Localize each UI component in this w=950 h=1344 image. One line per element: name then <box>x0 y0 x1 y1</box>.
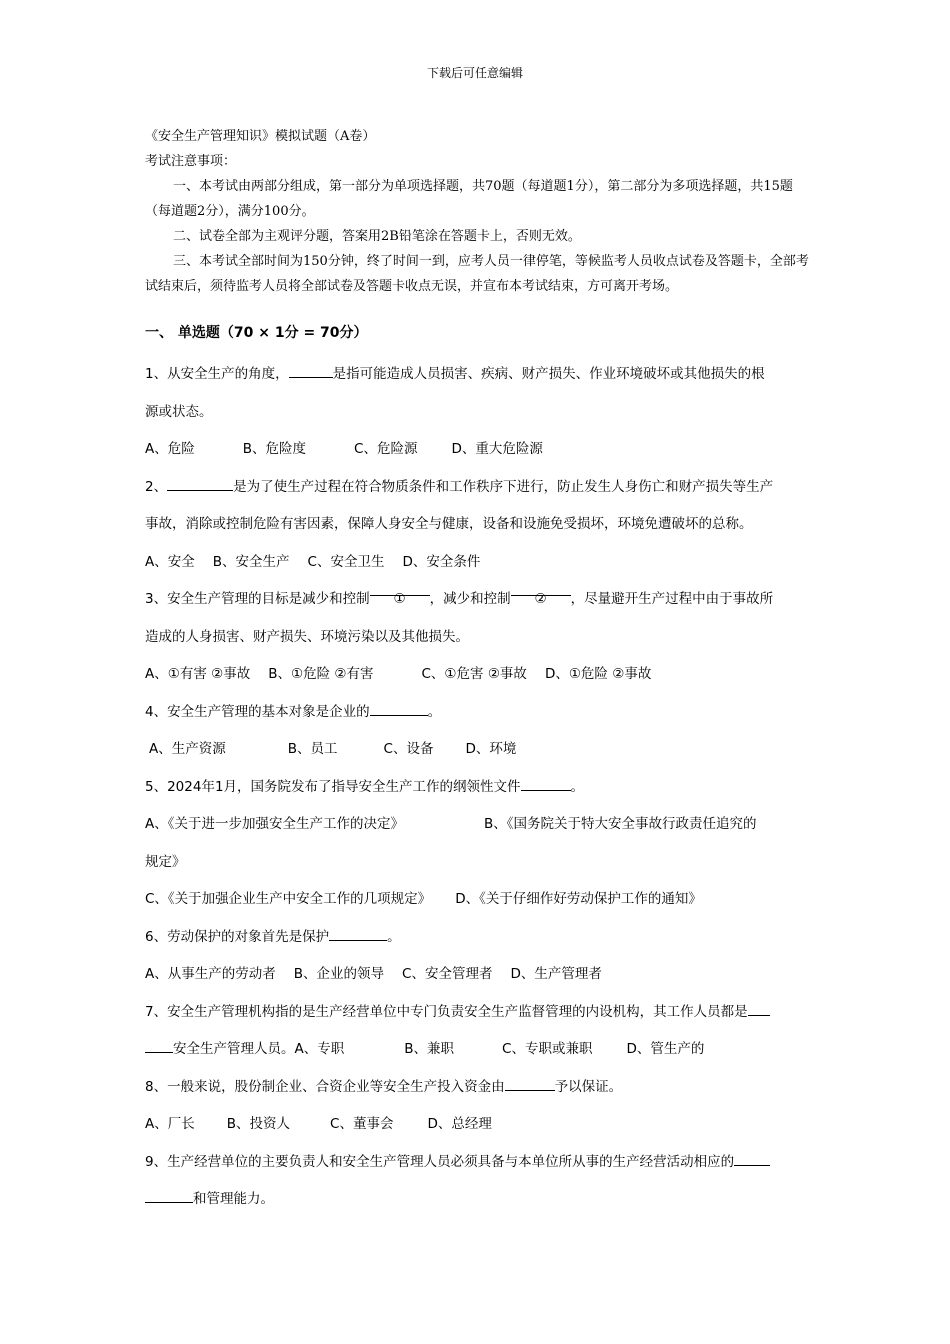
exam-title: 《安全生产管理知识》模拟试题（A卷） <box>145 129 376 144</box>
notice-1: 一、本考试由两部分组成，第一部分为单项选择题，共70题（每道题1分），第二部分为多项选择题，共15题（每道题2分），满分100分。 <box>145 179 793 219</box>
q5-stem: 5、2024年1月，国务院发布了指导安全生产工作的纲领性文件 。 <box>145 769 810 807</box>
q2-options <box>145 544 810 582</box>
notice-3: 三、本考试全部时间为150分钟，终了时间一到，应考人员一律停笔，等候监考人员收点试卷及答题卡，全部考试结束后，须待监考人员将全部试卷及答题卡收点无误，并宣布本考试结束，方可离开考场。 <box>145 254 809 294</box>
q8-options <box>145 1106 810 1144</box>
option: C、《关于加强企业生产中安全工作的几项规定》 <box>145 891 432 907</box>
q3-stem: 3、安全生产管理的目标是减少和控制 ① ，减少和控制 ② ，尽量避开生产过程中由于事故所 <box>145 581 810 619</box>
answer-blank <box>521 776 571 791</box>
option: D、《关于仔细作好劳动保护工作的通知》 <box>455 891 702 907</box>
q1-stem-cont: 源或状态。 <box>145 403 213 420</box>
option: D、①危险 ②事故 <box>544 666 652 682</box>
option: C、危险源 <box>354 441 418 457</box>
option: C、安全管理者 <box>402 966 493 982</box>
answer-blank: ① <box>370 581 430 596</box>
answer-blank <box>734 1151 770 1166</box>
notice-2: 二、试卷全部为主观评分题，答案用2B铅笔涂在答题卡上，否则无效。 <box>173 229 581 244</box>
option: B、兼职 <box>404 1041 455 1057</box>
option: D、安全条件 <box>402 553 481 570</box>
q4-options <box>145 731 810 769</box>
q8-stem: 8、一般来说，股份制企业、合资企业等安全生产投入资金由 予以保证。 <box>145 1069 810 1107</box>
answer-blank <box>145 1188 193 1203</box>
q4-stem: 4、安全生产管理的基本对象是企业的 。 <box>145 694 810 732</box>
option: C、设备 <box>383 741 434 757</box>
answer-blank: ② <box>511 581 571 596</box>
answer-blank <box>748 1001 770 1016</box>
option: A、专职 <box>294 1041 345 1057</box>
option: B、安全生产 <box>212 553 290 570</box>
q7-stem: 7、安全生产管理机构指的是生产经营单位中专门负责安全生产监督管理的内设机构，其工作人员都是 <box>145 994 810 1032</box>
option: D、生产管理者 <box>510 966 602 982</box>
page-header: 下载后可任意编辑 <box>426 66 523 80</box>
option: C、专职或兼职 <box>502 1041 593 1057</box>
option: B、员工 <box>287 741 338 757</box>
option: B、①危险 ②有害 <box>268 666 374 682</box>
q9-stem-cont: 和管理能力。 <box>145 1181 810 1219</box>
exam-intro <box>145 124 810 299</box>
q3-stem-cont: 造成的人身损害、财产损失、环境污染以及其他损失。 <box>145 628 469 645</box>
option: A、《关于进一步加强安全生产工作的决定》 <box>145 816 404 832</box>
answer-blank <box>329 926 387 941</box>
q5-options-row2 <box>145 881 810 919</box>
option: A、安全 <box>145 553 195 570</box>
option: C、安全卫生 <box>307 553 385 570</box>
q1-options <box>145 431 810 469</box>
option: D、环境 <box>465 741 517 757</box>
answer-blank <box>145 1038 173 1053</box>
q7-stem-cont: 安全生产管理人员。A、专职 B、兼职 C、专职或兼职 D、管生产的 <box>145 1031 810 1069</box>
q3-options <box>145 656 810 694</box>
answer-blank <box>289 363 333 378</box>
option: A、危险 <box>145 441 195 457</box>
q9-stem: 9、生产经营单位的主要负责人和安全生产管理人员必须具备与本单位所从事的生产经营活动相应的 <box>145 1144 810 1182</box>
q2-stem-cont: 事故，消除或控制危险有害因素，保障人身安全与健康，设备和设施免受损坏，环境免遭破坏的总称。 <box>145 516 753 532</box>
option: B、企业的领导 <box>293 966 385 982</box>
q2-stem: 2、 是为了使生产过程在符合物质条件和工作秩序下进行，防止发生人身伤亡和财产损失等生产 <box>145 469 810 507</box>
q6-options <box>145 956 810 994</box>
section-heading: 一、 单选题（70 × 1分 = 70分） <box>145 325 368 341</box>
option: C、董事会 <box>330 1116 394 1132</box>
question-list <box>145 356 810 1219</box>
notice-title: 考试注意事项： <box>145 154 237 169</box>
option: B、危险度 <box>242 441 307 457</box>
option: A、厂长 <box>145 1116 195 1132</box>
q1-stem: 1、从安全生产的角度， 是指可能造成人员损害、疾病、财产损失、作业环境破坏或其他损失的根 <box>145 356 810 394</box>
option: B、《国务院关于特大安全事故行政责任追究的 <box>484 816 757 832</box>
q5-options-row1 <box>145 806 810 844</box>
answer-blank <box>167 476 233 491</box>
option: D、总经理 <box>427 1116 492 1132</box>
q5-options-row1-cont: 规定》 <box>145 853 186 870</box>
option: A、从事生产的劳动者 <box>145 966 276 982</box>
option: C、①危害 ②事故 <box>421 666 527 682</box>
answer-blank <box>370 701 428 716</box>
option: A、生产资源 <box>149 741 226 757</box>
option: D、重大危险源 <box>451 441 543 457</box>
option: A、①有害 ②事故 <box>145 666 251 682</box>
option: B、投资人 <box>226 1116 291 1132</box>
q6-stem: 6、劳动保护的对象首先是保护 。 <box>145 919 810 957</box>
option: D、管生产的 <box>626 1041 705 1057</box>
answer-blank <box>505 1076 555 1091</box>
